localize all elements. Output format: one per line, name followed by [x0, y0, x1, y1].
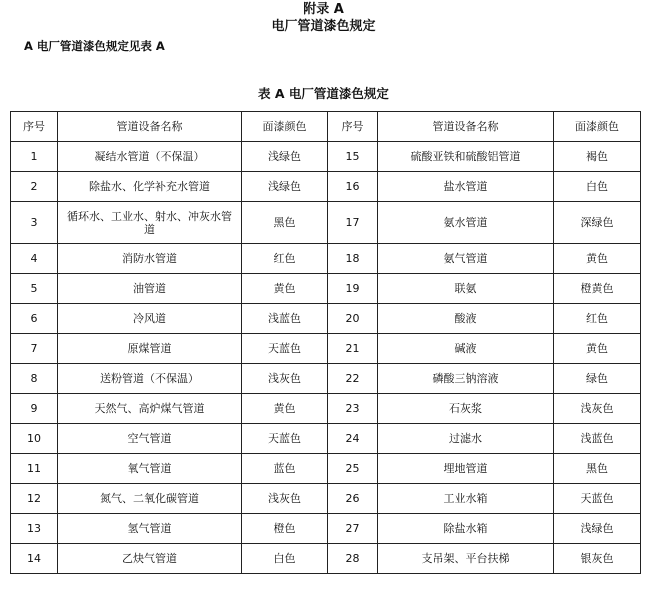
row-left-color: 浅绿色	[242, 172, 328, 202]
row-left-no: 9	[11, 394, 58, 424]
row-right-no: 26	[328, 484, 378, 514]
row-right-name: 埋地管道	[378, 454, 554, 484]
row-left-no: 13	[11, 514, 58, 544]
row-left-no: 5	[11, 274, 58, 304]
row-right-name: 过滤水	[378, 424, 554, 454]
row-left-color: 浅灰色	[242, 484, 328, 514]
row-right-name: 石灰浆	[378, 394, 554, 424]
row-right-color: 深绿色	[554, 202, 641, 244]
row-right-no: 17	[328, 202, 378, 244]
table-row	[11, 484, 641, 514]
table-header-row	[11, 112, 641, 142]
row-left-color: 浅蓝色	[242, 304, 328, 334]
row-right-color: 黄色	[554, 334, 641, 364]
row-left-no: 3	[11, 202, 58, 244]
row-left-no: 6	[11, 304, 58, 334]
table-row	[11, 364, 641, 394]
header-right-no: 序号	[328, 112, 378, 142]
row-left-color: 天蓝色	[242, 424, 328, 454]
row-right-color: 浅蓝色	[554, 424, 641, 454]
row-left-no: 11	[11, 454, 58, 484]
row-left-no: 8	[11, 364, 58, 394]
row-right-color: 橙黄色	[554, 274, 641, 304]
row-right-no: 20	[328, 304, 378, 334]
row-right-color: 黄色	[554, 244, 641, 274]
row-left-no: 12	[11, 484, 58, 514]
appendix-subtitle: 电厂管道漆色规定	[271, 19, 376, 34]
row-left-color: 橙色	[242, 514, 328, 544]
row-left-color: 蓝色	[242, 454, 328, 484]
row-left-name: 原煤管道	[58, 334, 242, 364]
table-row	[11, 454, 641, 484]
row-right-color: 浅绿色	[554, 514, 641, 544]
row-left-name: 天然气、高炉煤气管道	[58, 394, 242, 424]
header-right-color: 面漆颜色	[554, 112, 641, 142]
row-right-no: 18	[328, 244, 378, 274]
row-left-name: 凝结水管道（不保温）	[58, 142, 242, 172]
table-row	[11, 202, 641, 244]
row-right-no: 25	[328, 454, 378, 484]
row-right-color: 黑色	[554, 454, 641, 484]
row-left-name: 循环水、工业水、射水、冲灰水管道	[58, 202, 242, 244]
row-right-name: 盐水管道	[378, 172, 554, 202]
row-right-no: 21	[328, 334, 378, 364]
row-left-name: 送粉管道（不保温）	[58, 364, 242, 394]
appendix-title: 附录 A	[303, 2, 344, 17]
row-left-color: 浅灰色	[242, 364, 328, 394]
row-right-no: 16	[328, 172, 378, 202]
header-left-color: 面漆颜色	[242, 112, 328, 142]
row-right-no: 24	[328, 424, 378, 454]
row-right-name: 除盐水箱	[378, 514, 554, 544]
table-row	[11, 274, 641, 304]
row-left-no: 14	[11, 544, 58, 574]
row-right-name: 碱液	[378, 334, 554, 364]
table-row	[11, 514, 641, 544]
row-left-no: 10	[11, 424, 58, 454]
row-left-name: 乙炔气管道	[58, 544, 242, 574]
row-left-name: 消防水管道	[58, 244, 242, 274]
row-right-no: 19	[328, 274, 378, 304]
row-left-color: 浅绿色	[242, 142, 328, 172]
row-left-name: 油管道	[58, 274, 242, 304]
row-right-color: 红色	[554, 304, 641, 334]
row-left-name: 氧气管道	[58, 454, 242, 484]
row-left-name: 冷风道	[58, 304, 242, 334]
row-left-no: 7	[11, 334, 58, 364]
header-left-name: 管道设备名称	[58, 112, 242, 142]
table-body	[11, 142, 641, 574]
row-left-color: 黄色	[242, 394, 328, 424]
row-right-color: 褐色	[554, 142, 641, 172]
row-left-name: 氢气管道	[58, 514, 242, 544]
row-left-no: 2	[11, 172, 58, 202]
row-right-no: 23	[328, 394, 378, 424]
row-right-color: 银灰色	[554, 544, 641, 574]
row-left-name: 空气管道	[58, 424, 242, 454]
header-right-name: 管道设备名称	[378, 112, 554, 142]
row-right-name: 氨水管道	[378, 202, 554, 244]
row-right-no: 27	[328, 514, 378, 544]
row-right-name: 联氨	[378, 274, 554, 304]
header-left-no: 序号	[11, 112, 58, 142]
table-caption: 表 A 电厂管道漆色规定	[258, 86, 389, 101]
row-left-no: 1	[11, 142, 58, 172]
intro-text: A 电厂管道漆色规定见表 A	[24, 39, 165, 53]
row-left-color: 黄色	[242, 274, 328, 304]
row-right-no: 28	[328, 544, 378, 574]
row-right-name: 工业水箱	[378, 484, 554, 514]
row-right-color: 浅灰色	[554, 394, 641, 424]
row-right-name: 支吊架、平台扶梯	[378, 544, 554, 574]
row-left-color: 白色	[242, 544, 328, 574]
row-right-color: 天蓝色	[554, 484, 641, 514]
row-left-no: 4	[11, 244, 58, 274]
table-row	[11, 304, 641, 334]
row-left-name: 除盐水、化学补充水管道	[58, 172, 242, 202]
row-right-color: 白色	[554, 172, 641, 202]
row-left-color: 黑色	[242, 202, 328, 244]
row-right-name: 硫酸亚铁和硫酸铝管道	[378, 142, 554, 172]
table-row	[11, 424, 641, 454]
row-left-color: 红色	[242, 244, 328, 274]
table-row	[11, 334, 641, 364]
row-right-name: 磷酸三钠溶液	[378, 364, 554, 394]
row-right-name: 氨气管道	[378, 244, 554, 274]
row-right-no: 22	[328, 364, 378, 394]
table-row	[11, 544, 641, 574]
pipe-color-table	[10, 111, 641, 574]
table-row	[11, 172, 641, 202]
row-right-color: 绿色	[554, 364, 641, 394]
row-left-name: 氮气、二氧化碳管道	[58, 484, 242, 514]
row-left-color: 天蓝色	[242, 334, 328, 364]
table-row	[11, 394, 641, 424]
row-right-no: 15	[328, 142, 378, 172]
table-row	[11, 244, 641, 274]
table-row	[11, 142, 641, 172]
row-right-name: 酸液	[378, 304, 554, 334]
